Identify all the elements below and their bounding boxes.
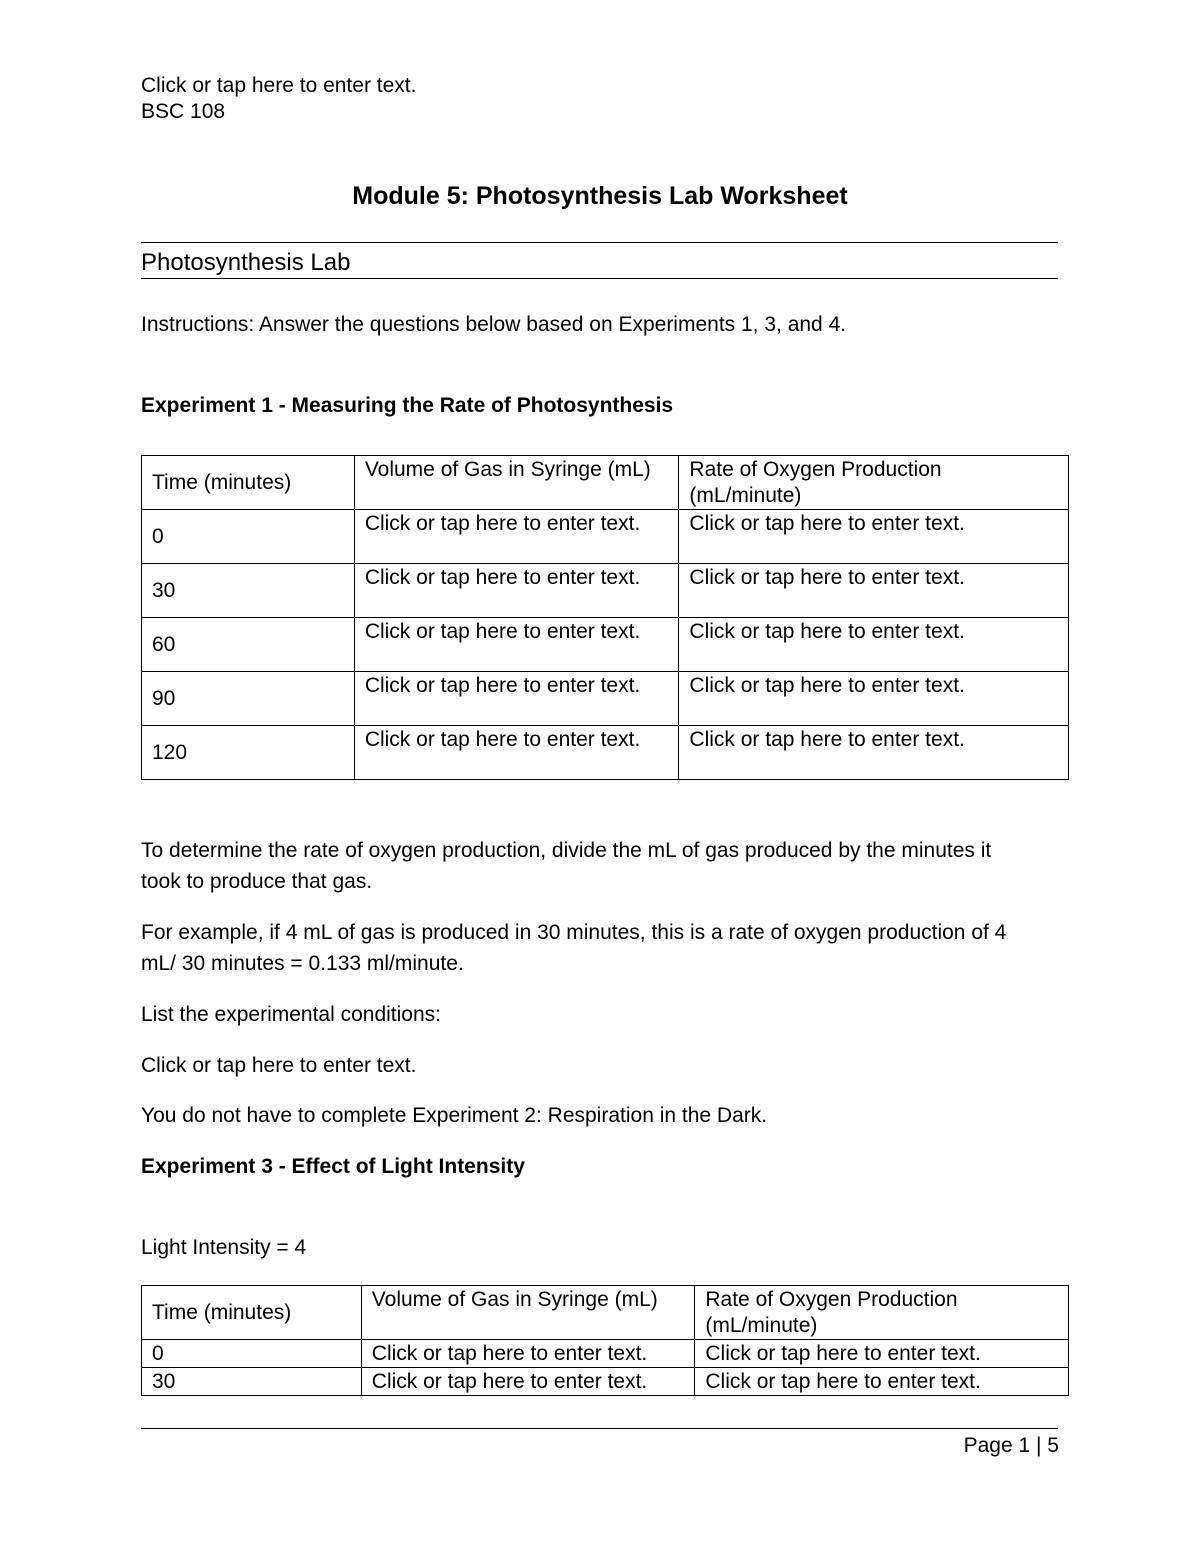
example-text: For example, if 4 mL of gas is produced in 30 minutes, this is a rate of oxygen production of 4 mL/ 30 minutes = 0.133 ml/minute. <box>141 921 1007 975</box>
volume-input-cell[interactable]: Click or tap here to enter text. <box>354 618 679 672</box>
time-cell: 30 <box>142 564 355 618</box>
page-number: Page 1 | 5 <box>963 1434 1059 1457</box>
experiment1-heading: Experiment 1 - Measuring the Rate of Photosynthesis <box>141 394 674 417</box>
volume-input-cell[interactable]: Click or tap here to enter text. <box>354 510 679 564</box>
volume-input-cell[interactable]: Click or tap here to enter text. <box>361 1368 695 1396</box>
conditions-input-field[interactable]: Click or tap here to enter text. <box>141 1054 417 1077</box>
time-cell: 30 <box>142 1368 362 1396</box>
table-row <box>142 726 1069 780</box>
volume-input-cell[interactable]: Click or tap here to enter text. <box>354 564 679 618</box>
instructions-text: Instructions: Answer the questions below based on Experiments 1, 3, and 4. <box>141 313 847 336</box>
section-top-rule <box>141 242 1058 243</box>
rate-input-cell[interactable]: Click or tap here to enter text. <box>679 564 1069 618</box>
column-header-time: Time (minutes) <box>142 456 355 510</box>
volume-input-cell[interactable]: Click or tap here to enter text. <box>361 1340 695 1368</box>
experiment3-heading: Experiment 3 - Effect of Light Intensity <box>141 1155 525 1178</box>
rate-input-cell[interactable]: Click or tap here to enter text. <box>679 618 1069 672</box>
volume-input-cell[interactable]: Click or tap here to enter text. <box>354 672 679 726</box>
rate-input-cell[interactable]: Click or tap here to enter text. <box>679 672 1069 726</box>
column-header-time: Time (minutes) <box>142 1286 362 1340</box>
header-text-field[interactable]: Click or tap here to enter text. <box>141 74 417 97</box>
rate-explanation-text: To determine the rate of oxygen production, divide the mL of gas produced by the minutes it took to produce that gas. <box>141 839 992 893</box>
section-bottom-rule <box>141 278 1058 279</box>
time-cell: 90 <box>142 672 355 726</box>
time-cell: 60 <box>142 618 355 672</box>
column-header-volume: Volume of Gas in Syringe (mL) <box>361 1286 695 1340</box>
table-row <box>142 510 1069 564</box>
table-row <box>142 672 1069 726</box>
footer-rule <box>141 1428 1058 1429</box>
rate-input-cell[interactable]: Click or tap here to enter text. <box>695 1340 1069 1368</box>
rate-input-cell[interactable]: Click or tap here to enter text. <box>679 726 1069 780</box>
table-row <box>142 1368 1069 1396</box>
time-cell: 120 <box>142 726 355 780</box>
light-intensity-text: Light Intensity = 4 <box>141 1236 307 1259</box>
column-header-volume: Volume of Gas in Syringe (mL) <box>354 456 679 510</box>
table-row <box>142 1340 1069 1368</box>
experiment1-table <box>141 455 1069 780</box>
document-title: Module 5: Photosynthesis Lab Worksheet <box>352 182 848 210</box>
table-header-row <box>142 1286 1069 1340</box>
conditions-prompt: List the experimental conditions: <box>141 1003 441 1026</box>
column-header-rate: Rate of Oxygen Production (mL/minute) <box>695 1286 1069 1340</box>
rate-input-cell[interactable]: Click or tap here to enter text. <box>679 510 1069 564</box>
course-code: BSC 108 <box>141 100 226 123</box>
time-cell: 0 <box>142 510 355 564</box>
table-row <box>142 564 1069 618</box>
section-heading: Photosynthesis Lab <box>141 249 351 276</box>
rate-input-cell[interactable]: Click or tap here to enter text. <box>695 1368 1069 1396</box>
time-cell: 0 <box>142 1340 362 1368</box>
column-header-rate: Rate of Oxygen Production (mL/minute) <box>679 456 1069 510</box>
table-row <box>142 618 1069 672</box>
table-header-row <box>142 456 1069 510</box>
experiment2-note: You do not have to complete Experiment 2: Respiration in the Dark. <box>141 1104 768 1127</box>
experiment3-table <box>141 1285 1069 1396</box>
volume-input-cell[interactable]: Click or tap here to enter text. <box>354 726 679 780</box>
